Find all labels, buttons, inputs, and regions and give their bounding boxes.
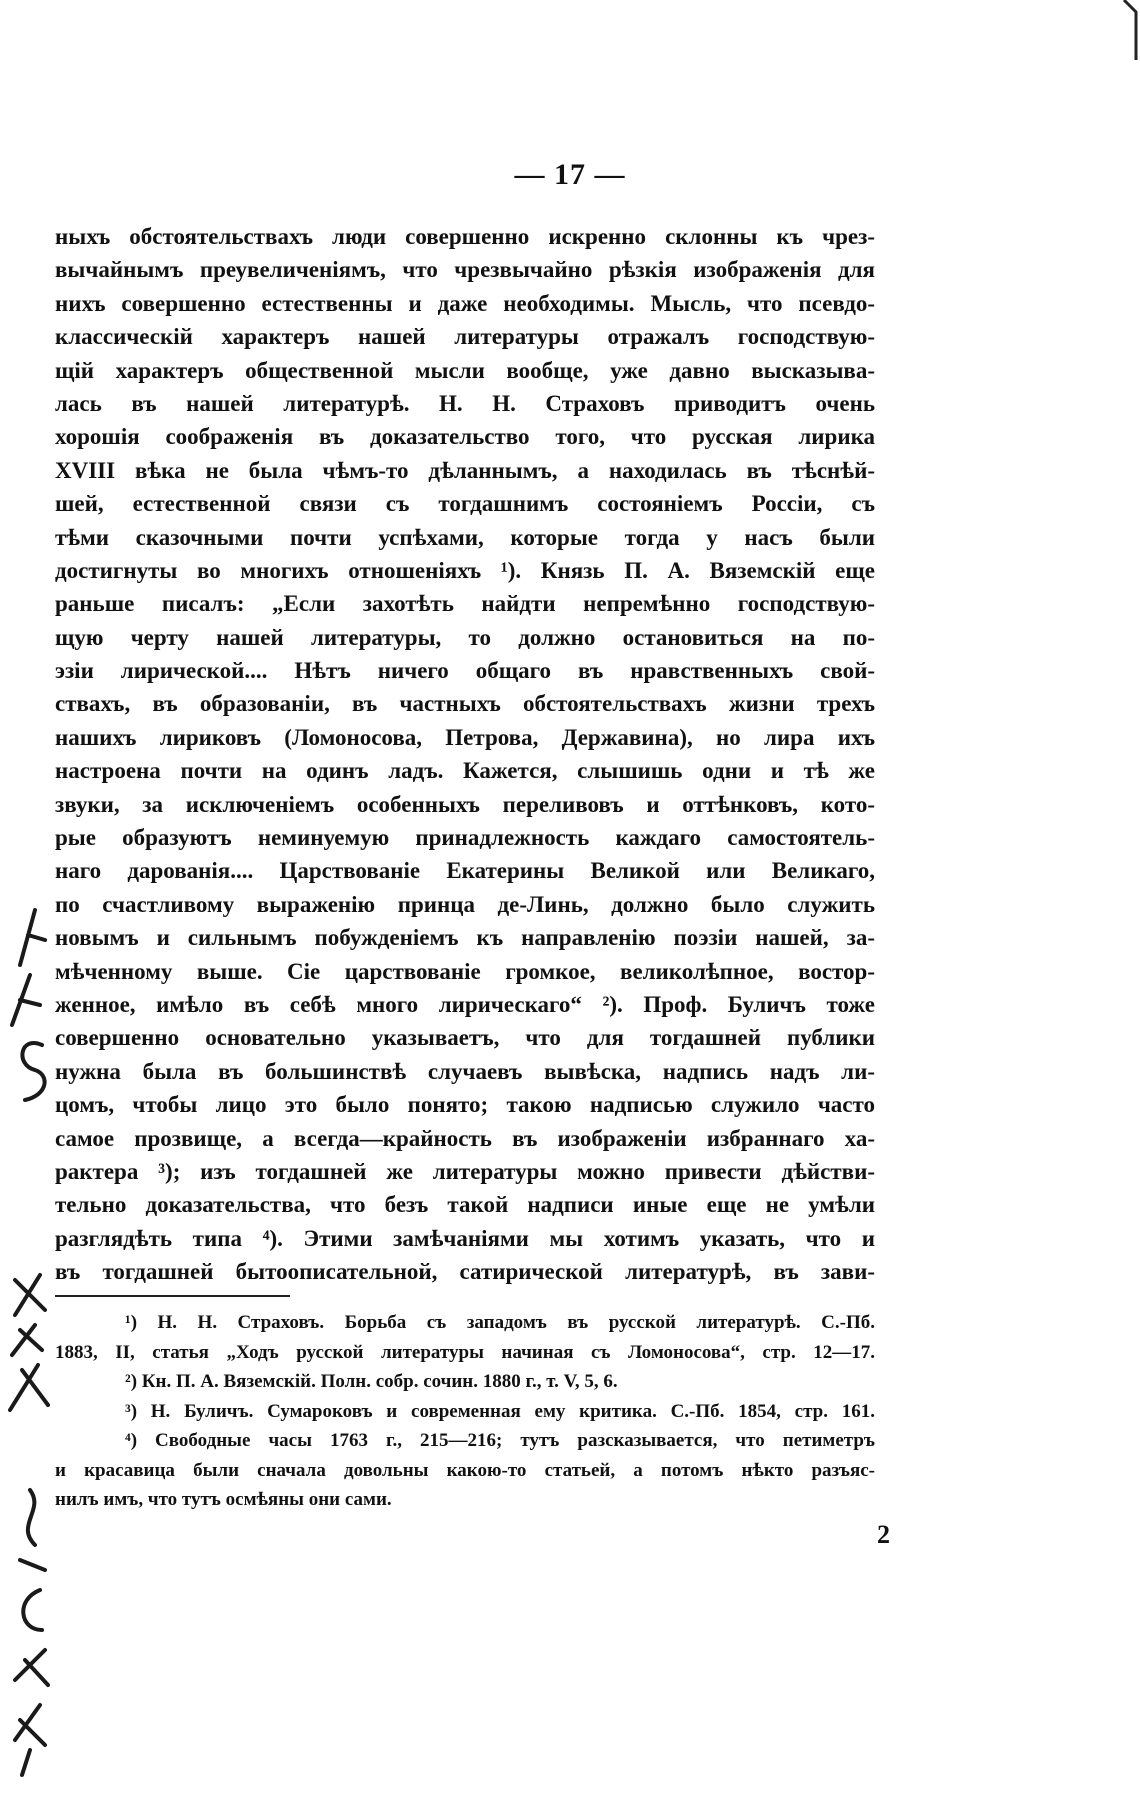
text-line: рактера ³); изъ тогдашней же литературы можно привести дѣйстви-: [55, 1158, 875, 1184]
footnotes: [55, 1308, 875, 1515]
main-text: [55, 220, 875, 1289]
sheet-signature-mark: 2: [877, 1520, 890, 1549]
page-edge-mark: [1120, 0, 1140, 60]
handwritten-margin-mark-middle: [0, 1270, 60, 1430]
text-line: по счастливому выраженію принца де-Линь, должно было служить: [55, 891, 875, 917]
text-line: ствахъ, въ образованіи, въ частныхъ обстоятельствахъ жизни трехъ: [55, 691, 875, 717]
text-line: эзіи лирической.... Нѣтъ ничего общаго въ нравственныхъ свой-: [55, 658, 875, 684]
text-line: шей, естественной связи съ тогдашнимъ состояніемъ Россіи, съ: [55, 491, 875, 517]
footnote-line: ⁴) Свободные часы 1763 г., 215—216; тутъ разсказывается, что петиметръ: [125, 1430, 875, 1451]
text-line: достигнуты во многихъ отношеніяхъ ¹). Князь П. А. Вяземскій еще: [55, 557, 875, 583]
footnote-line: ³) Н. Буличъ. Сумароковъ и современная ему критика. С.-Пб. 1854, стр. 161.: [125, 1400, 875, 1422]
handwritten-margin-mark-upper: [0, 905, 60, 1115]
text-line: XVIII вѣка не была чѣмъ-то дѣланнымъ, а находилась въ тѣснѣй-: [55, 457, 875, 483]
text-line: раньше писалъ: „Если захотѣть найдти непремѣнно господствую-: [55, 591, 875, 617]
text-line: цомъ, чтобы лицо это было понято; такою надписью служило часто: [55, 1092, 875, 1118]
text-line: разглядѣть типа ⁴). Этими замѣчаніями мы хотимъ указать, что и: [55, 1225, 875, 1251]
text-line: классическій характеръ нашей литературы отражалъ господствую-: [55, 324, 875, 350]
footnote-divider: [55, 1295, 290, 1297]
text-line: женное, имѣло въ себѣ много лирическаго“ ²). Проф. Буличъ тоже: [55, 991, 875, 1017]
text-line: вычайнымъ преувеличеніямъ, что чрезвычайно рѣзкія изображенія для: [55, 257, 875, 283]
footnote-line: нилъ имъ, что тутъ осмѣяны они сами.: [55, 1489, 392, 1510]
footnote-line: 1883, II, статья „Ходъ русской литературы начиная съ Ломоносова“, стр. 12—17.: [55, 1341, 875, 1363]
text-line: тѣми сказочными почти успѣхами, которые тогда у насъ были: [55, 524, 875, 550]
text-line: настроена почти на одинъ ладъ. Кажется, слышишь одни и тѣ же: [55, 758, 875, 784]
handwritten-margin-mark-lower: [0, 1480, 60, 1780]
text-line: нихъ совершенно естественны и даже необходимы. Мысль, что псевдо-: [55, 290, 875, 316]
footnote-line: ¹) Н. Н. Страховъ. Борьба съ западомъ въ русской литературѣ. С.-Пб.: [125, 1312, 875, 1333]
text-line: щую черту нашей литературы, то должно остановиться на по-: [55, 624, 875, 650]
text-line: хорошія соображенія въ доказательство того, что русская лирика: [55, 424, 875, 450]
footnote-line: ²) Кн. П. А. Вяземскій. Полн. собр. сочин. 1880 г., т. V, 5, 6.: [125, 1371, 618, 1392]
page-number: — 17 —: [514, 158, 626, 191]
text-line: новымъ и сильнымъ побужденіемъ къ направленію поэзіи нашей, за-: [55, 925, 875, 951]
text-line: наго дарованія.... Царствованіе Екатерины Великой или Великаго,: [55, 858, 875, 884]
text-line: ныхъ обстоятельствахъ люди совершенно искренно склонны къ чрез-: [55, 224, 875, 249]
text-line: самое прозвище, а всегда—крайность въ изображеніи избраннаго ха-: [55, 1125, 875, 1151]
text-line: въ тогдашней бытоописательной, сатирической литературѣ, въ зави-: [55, 1259, 875, 1285]
text-line: нашихъ лириковъ (Ломоносова, Петрова, Державина), но лира ихъ: [55, 724, 875, 750]
text-line: звуки, за исключеніемъ особенныхъ переливовъ и оттѣнковъ, кото-: [55, 791, 875, 817]
text-line: мѣченному выше. Сіе царствованіе громкое, великолѣпное, востор-: [55, 958, 875, 984]
text-line: нужна была въ большинствѣ случаевъ вывѣска, надпись надъ ли-: [55, 1058, 875, 1084]
text-line: совершенно основательно указываетъ, что для тогдашней публики: [55, 1025, 875, 1051]
text-line: лась въ нашей литературѣ. Н. Н. Страховъ приводитъ очень: [55, 390, 875, 416]
text-line: щій характеръ общественной мысли вообще, уже давно высказыва-: [55, 357, 875, 383]
text-line: тельно доказательства, что безъ такой надписи иные еще не умѣли: [55, 1192, 875, 1218]
text-line: рые образуютъ неминуемую принадлежность каждаго самостоятель-: [55, 825, 875, 851]
footnote-line: и красавица были сначала довольны какою-то статьей, а потомъ нѣкто разъяс-: [55, 1459, 875, 1481]
